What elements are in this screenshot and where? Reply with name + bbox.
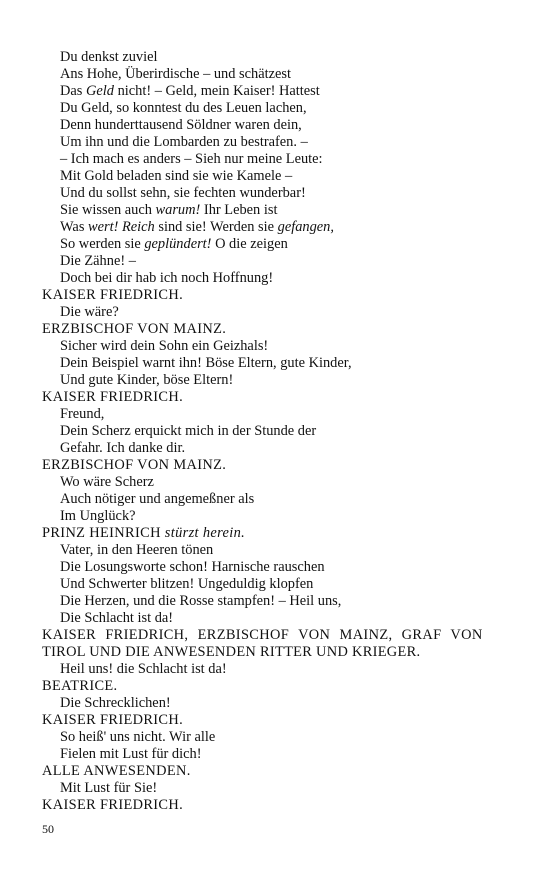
- verse-line: [42, 406, 472, 423]
- text-run: So werden sie: [60, 236, 145, 252]
- text-run: Mit Lust für Sie!: [60, 780, 158, 796]
- text-run: Vater, in den Heeren tönen: [60, 542, 214, 558]
- verse-line: [42, 780, 472, 797]
- text-run: Was: [60, 219, 89, 235]
- verse-line: [42, 372, 472, 389]
- verse-line: [42, 134, 472, 151]
- text-run: Und du sollst sehn, sie fechten wunderbar!: [60, 185, 306, 201]
- text-run: Die Schrecklichen!: [60, 695, 171, 711]
- text-run: O die zeigen: [211, 236, 288, 252]
- text-run: Das: [60, 83, 86, 99]
- speaker-name: [42, 627, 483, 644]
- speaker-name: [42, 287, 472, 304]
- verse-line: [42, 661, 472, 678]
- verse-line: [42, 270, 472, 287]
- speaker-name: [42, 321, 472, 338]
- text-run: Fielen mit Lust für dich!: [60, 746, 202, 762]
- verse-line: [42, 236, 472, 253]
- text-run: Die Losungsworte schon! Harnische rauschen: [60, 559, 325, 575]
- speaker-name: [42, 712, 472, 729]
- speaker-name: [42, 525, 472, 542]
- text-run: ERZBISCHOF VON MAINZ.: [42, 321, 227, 337]
- text-run: Du Geld, so konntest du des Leuen lachen,: [60, 100, 307, 116]
- italic-text: Geld: [85, 83, 114, 99]
- verse-line: [42, 474, 472, 491]
- text-run: ERZBISCHOF VON MAINZ.: [42, 457, 227, 473]
- italic-text: geplündert!: [144, 236, 212, 252]
- text-run: Ans Hohe, Überirdische – und schätzest: [60, 66, 291, 82]
- verse-line: [42, 559, 472, 576]
- text-run: Denn hunderttausend Söldner waren dein,: [60, 117, 302, 133]
- verse-line: [42, 202, 472, 219]
- verse-line: [42, 253, 472, 270]
- verse-line: [42, 117, 472, 134]
- text-run: Doch bei dir hab ich noch Hoffnung!: [60, 270, 274, 286]
- text-run: – Ich mach es anders – Sieh nur meine Leute:: [60, 151, 323, 167]
- text-run: Ihr Leben ist: [200, 202, 278, 218]
- italic-text: wert! Reich: [88, 219, 155, 235]
- verse-line: [42, 338, 472, 355]
- page-number: 50: [42, 822, 54, 836]
- verse-line: [42, 610, 472, 627]
- text-run: PRINZ HEINRICH: [42, 525, 165, 541]
- text-run: KAISER FRIEDRICH.: [42, 712, 184, 728]
- verse-line: [42, 355, 472, 372]
- text-run: nicht! – Geld, mein Kaiser! Hattest: [113, 83, 320, 99]
- verse-line: [42, 593, 472, 610]
- text-run: Um ihn und die Lombarden zu bestrafen. –: [60, 134, 308, 150]
- speaker-name: [42, 763, 472, 780]
- verse-line: [42, 695, 472, 712]
- verse-line: [42, 491, 472, 508]
- italic-text: stürzt herein.: [164, 525, 246, 541]
- speaker-name: [42, 389, 472, 406]
- text-run: TIROL UND DIE ANWESENDEN RITTER UND KRIEGER.: [42, 644, 421, 660]
- text-run: Sicher wird dein Sohn ein Geizhals!: [60, 338, 269, 354]
- verse-line: [42, 746, 472, 763]
- speaker-name: [42, 457, 472, 474]
- text-run: Dein Beispiel warnt ihn! Böse Eltern, gute Kinder,: [60, 355, 352, 371]
- text-run: Die Schlacht ist da!: [60, 610, 174, 626]
- speaker-name: [42, 678, 472, 695]
- italic-text: gefangen,: [277, 219, 334, 235]
- text-run: sind sie! Werden sie: [154, 219, 278, 235]
- speaker-name: [42, 797, 472, 814]
- text-run: Du denkst zuviel: [60, 49, 158, 65]
- text-run: So heiß' uns nicht. Wir alle: [60, 729, 216, 745]
- verse-line: [42, 304, 472, 321]
- text-run: Dein Scherz erquickt mich in der Stunde der: [60, 423, 317, 439]
- text-run: Die wäre?: [60, 304, 119, 320]
- verse-line: [42, 168, 472, 185]
- verse-line: [42, 83, 472, 100]
- play-text: [42, 49, 483, 814]
- verse-line: [42, 423, 472, 440]
- verse-line: [42, 66, 472, 83]
- text-run: KAISER FRIEDRICH, ERZBISCHOF VON MAINZ, GRAF VON: [42, 627, 483, 643]
- verse-line: [42, 508, 472, 525]
- verse-line: [42, 729, 472, 746]
- speaker-name: [42, 644, 472, 661]
- text-run: Wo wäre Scherz: [60, 474, 154, 490]
- verse-line: [42, 185, 472, 202]
- verse-line: [42, 440, 472, 457]
- verse-line: [42, 576, 472, 593]
- verse-line: [42, 100, 472, 117]
- text-run: Sie wissen auch: [60, 202, 156, 218]
- text-run: KAISER FRIEDRICH.: [42, 797, 184, 813]
- text-run: Gefahr. Ich danke dir.: [60, 440, 186, 456]
- italic-text: warum!: [155, 202, 201, 218]
- text-run: Auch nötiger und angemeßner als: [60, 491, 255, 507]
- verse-line: [42, 542, 472, 559]
- text-run: BEATRICE.: [42, 678, 118, 694]
- text-run: Und gute Kinder, böse Eltern!: [60, 372, 234, 388]
- text-run: Und Schwerter blitzen! Ungeduldig klopfen: [60, 576, 314, 592]
- text-run: KAISER FRIEDRICH.: [42, 389, 184, 405]
- verse-line: [42, 219, 472, 236]
- text-run: Heil uns! die Schlacht ist da!: [60, 661, 227, 677]
- text-run: Im Unglück?: [60, 508, 136, 524]
- verse-line: [42, 151, 472, 168]
- text-run: Die Zähne! –: [60, 253, 136, 269]
- verse-line: [42, 49, 472, 66]
- text-run: Mit Gold beladen sind sie wie Kamele –: [60, 168, 293, 184]
- text-run: Freund,: [60, 406, 105, 422]
- text-run: KAISER FRIEDRICH.: [42, 287, 184, 303]
- text-run: ALLE ANWESENDEN.: [42, 763, 191, 779]
- text-run: Die Herzen, und die Rosse stampfen! – Heil uns,: [60, 593, 342, 609]
